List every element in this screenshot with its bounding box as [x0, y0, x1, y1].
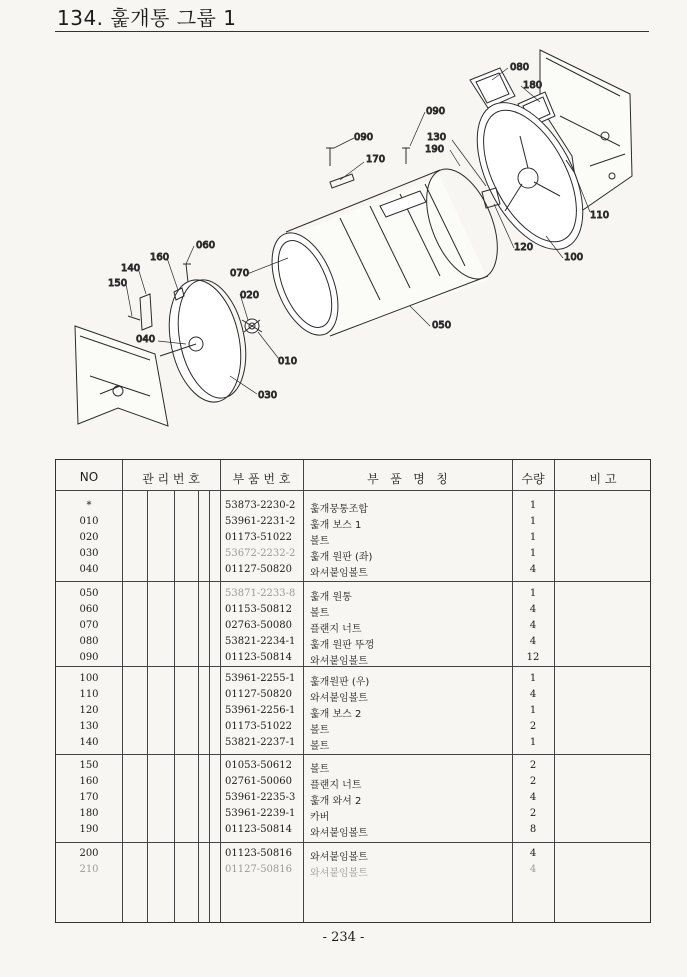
- quantity: 1: [529, 532, 537, 543]
- table-row: [56, 689, 650, 705]
- callout-170: 170: [366, 154, 386, 165]
- part-number: 53961-2239-1: [225, 808, 296, 819]
- quantity: 8: [529, 824, 537, 835]
- quantity: 1: [529, 673, 537, 684]
- item-no: 110: [79, 689, 99, 700]
- item-no: 170: [79, 792, 99, 803]
- item-no: 140: [79, 737, 99, 748]
- callout-110: 110: [590, 210, 610, 221]
- bolt-090-b: [402, 148, 410, 164]
- part-number: 53821-2237-1: [225, 737, 296, 748]
- part-number: 02761-50060: [225, 776, 293, 787]
- quantity: 4: [529, 604, 537, 615]
- header-part-name: 부 품 명 칭: [367, 472, 448, 486]
- quantity: 2: [529, 721, 537, 732]
- callout-190: 190: [425, 144, 445, 155]
- part-number: 53961-2231-2: [225, 516, 296, 527]
- boss-010: [242, 319, 262, 333]
- callout-100: 100: [564, 252, 584, 263]
- callout-070: 070: [230, 268, 250, 279]
- item-no: 180: [79, 808, 99, 819]
- quantity: 4: [529, 792, 537, 803]
- quantity: 2: [529, 808, 537, 819]
- table-row: [56, 636, 650, 652]
- item-no: 100: [79, 673, 99, 684]
- part-name: 훑개뭉통조합: [310, 504, 368, 515]
- quantity: 4: [529, 620, 537, 631]
- table-row: [56, 620, 650, 636]
- page-number: - 234 -: [322, 930, 365, 945]
- item-no: 050: [79, 588, 99, 599]
- bracket-140: [140, 294, 152, 330]
- callout-130: 130: [427, 132, 447, 143]
- part-number: 02763-50080: [225, 620, 293, 631]
- part-number: 53961-2256-1: [225, 705, 296, 716]
- quantity: 1: [529, 500, 537, 511]
- part-name: 훑개 원판 뚜껑: [310, 640, 375, 651]
- item-no: 210: [79, 864, 99, 875]
- part-number: 01053-50612: [225, 760, 293, 771]
- part-name: 훑개 원판 (좌): [310, 552, 373, 563]
- washer-170: [330, 174, 354, 188]
- header-qty: 수량: [521, 472, 545, 486]
- table-row: [56, 776, 650, 792]
- callout-090-left: 090: [354, 132, 374, 143]
- quantity: 1: [529, 548, 537, 559]
- part-name: 플랜지 너트: [310, 780, 362, 791]
- item-no: 030: [79, 548, 99, 559]
- bolt-090-a: [326, 148, 334, 166]
- part-number: 53961-2255-1: [225, 673, 296, 684]
- table-row: [56, 737, 650, 753]
- callout-090-top: 090: [426, 106, 446, 117]
- table-row: [56, 500, 650, 516]
- quantity: 4: [529, 848, 537, 859]
- part-number: 01123-50814: [225, 652, 293, 663]
- header-mgmt-no: 관 리 번 호: [142, 472, 200, 486]
- exploded-view-diagram: [0, 36, 687, 456]
- part-name: 훑개원판 (우): [310, 677, 370, 688]
- item-no: 200: [79, 848, 99, 859]
- item-no: 090: [79, 652, 99, 663]
- callout-020: 020: [240, 290, 260, 301]
- table-row: [56, 652, 650, 668]
- parts-table: [55, 459, 651, 923]
- item-no: 010: [79, 516, 99, 527]
- item-no: 160: [79, 776, 99, 787]
- table-row: [56, 864, 650, 880]
- part-name: 훑개 원통: [310, 592, 352, 603]
- item-no: 120: [79, 705, 99, 716]
- part-name: 와셔붙임볼트: [310, 868, 368, 879]
- part-number: 01127-50820: [225, 689, 293, 700]
- item-no: 130: [79, 721, 99, 732]
- page-title: 134. 훑개통 그룹 1: [57, 6, 237, 30]
- header-remark: 비 고: [589, 472, 617, 486]
- part-number: 01123-50814: [225, 824, 293, 835]
- item-no: 080: [79, 636, 99, 647]
- table-row: [56, 721, 650, 737]
- part-number: 53961-2235-3: [225, 792, 296, 803]
- title-rule: [55, 31, 649, 32]
- callout-120: 120: [514, 242, 534, 253]
- table-row: [56, 673, 650, 689]
- table-row: [56, 532, 650, 548]
- part-name: 와셔붙임볼트: [310, 828, 368, 839]
- part-number: 53873-2230-2: [225, 500, 296, 511]
- table-row: [56, 564, 650, 580]
- item-no: 070: [79, 620, 99, 631]
- part-name: 카버: [310, 812, 330, 823]
- callout-080: 080: [510, 62, 530, 73]
- item-no: *: [86, 500, 92, 511]
- part-name: 훑개 보스 2: [310, 709, 362, 720]
- part-name: 볼트: [310, 536, 330, 547]
- table-row: [56, 760, 650, 776]
- part-name: 와셔붙임볼트: [310, 568, 368, 579]
- header-no: NO: [79, 470, 99, 484]
- quantity: 1: [529, 705, 537, 716]
- quantity: 4: [529, 689, 537, 700]
- callout-030: 030: [258, 390, 278, 401]
- part-name: 플랜지 너트: [310, 624, 362, 635]
- part-name: 와셔붙임볼트: [310, 656, 368, 667]
- callout-050: 050: [432, 320, 452, 331]
- item-no: 150: [79, 760, 99, 771]
- quantity: 2: [529, 760, 537, 771]
- part-number: 01127-50820: [225, 564, 293, 575]
- item-no: 060: [79, 604, 99, 615]
- cover-080: [470, 68, 515, 108]
- item-no: 190: [79, 824, 99, 835]
- quantity: 4: [529, 564, 537, 575]
- part-number: 53821-2234-1: [225, 636, 296, 647]
- callout-150: 150: [108, 278, 128, 289]
- table-row: [56, 516, 650, 532]
- quantity: 2: [529, 776, 537, 787]
- part-name: 와셔붙임볼트: [310, 693, 368, 704]
- callout-180: 180: [523, 80, 543, 91]
- item-no: 020: [79, 532, 99, 543]
- table-row: [56, 808, 650, 824]
- quantity: 1: [529, 516, 537, 527]
- bolt-060: [183, 264, 191, 282]
- part-name: 볼트: [310, 741, 330, 752]
- part-name: 훑개 보스 1: [310, 520, 362, 531]
- table-row: [56, 792, 650, 808]
- quantity: 1: [529, 588, 537, 599]
- table-row: [56, 848, 650, 864]
- quantity: 4: [529, 636, 537, 647]
- callout-060: 060: [196, 240, 216, 251]
- table-row: [56, 588, 650, 604]
- part-number: 01127-50816: [225, 864, 293, 875]
- table-row: [56, 824, 650, 840]
- quantity: 4: [529, 864, 537, 875]
- callout-140: 140: [121, 263, 141, 274]
- part-number: 53672-2232-2: [225, 548, 296, 559]
- drum-050: [259, 159, 512, 345]
- quantity: 1: [529, 737, 537, 748]
- part-number: 01173-51022: [225, 532, 293, 543]
- part-name: 볼트: [310, 764, 330, 775]
- part-number: 01123-50816: [225, 848, 293, 859]
- quantity: 12: [526, 652, 540, 663]
- part-number: 53871-2233-8: [225, 588, 296, 599]
- header-part-no: 부 품 번 호: [232, 472, 291, 486]
- bolt-150: [128, 316, 140, 320]
- part-number: 01153-50812: [225, 604, 293, 615]
- part-name: 볼트: [310, 608, 330, 619]
- callout-010: 010: [278, 356, 298, 367]
- callout-160: 160: [150, 252, 170, 263]
- table-row: [56, 705, 650, 721]
- table-row: [56, 548, 650, 564]
- callout-040: 040: [136, 334, 156, 345]
- item-no: 040: [79, 564, 99, 575]
- part-name: 와셔붙임볼트: [310, 852, 368, 863]
- part-number: 01173-51022: [225, 721, 293, 732]
- table-row: [56, 604, 650, 620]
- part-name: 볼트: [310, 725, 330, 736]
- part-name: 훑개 와셔 2: [310, 796, 362, 807]
